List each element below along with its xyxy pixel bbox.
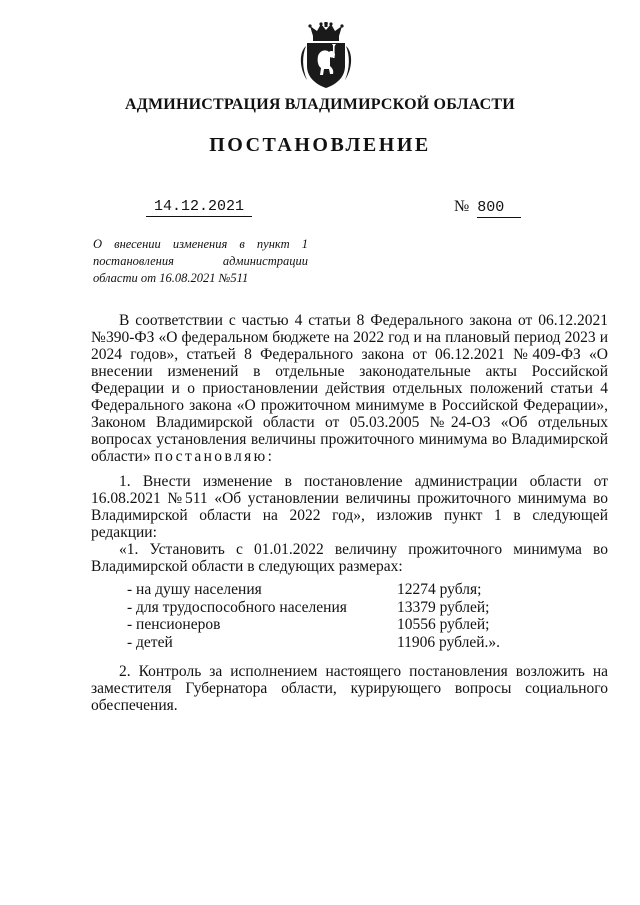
rate-value: 12274 рубля;	[397, 581, 482, 598]
rate-value: 10556 рублей;	[397, 616, 490, 633]
item-1-quote: «1. Установить с 01.01.2022 величину прожиточного минимума во Владимирской области в следующих размерах:	[91, 541, 608, 575]
item-1-paragraph: 1. Внести изменение в постановление администрации области от 16.08.2021 №511 «Об установлении величины прожиточного минимума во Владимирской области на 2022 год», изложив пункт 1 в следующей редакции:	[91, 473, 608, 541]
document-date: 14.12.2021	[146, 198, 252, 217]
document-body	[91, 312, 608, 714]
number-sign: №	[454, 198, 470, 215]
rate-label: - на душу населения	[127, 581, 262, 598]
rate-row	[127, 599, 597, 617]
rate-row	[127, 616, 597, 634]
document-number	[454, 198, 521, 218]
rate-label: - детей	[127, 633, 173, 651]
rate-row	[127, 634, 597, 652]
rate-value: 11906 рублей.».	[397, 633, 501, 651]
rate-label: - для трудоспособного населения	[127, 598, 347, 616]
preamble-paragraph	[91, 312, 608, 465]
preamble-text: В соответствии с частью 4 статьи 8 Федерального закона от 06.12.2021 №390-ФЗ «О федеральном бюджете на 2022 год и на плановый период 2023 и 2024 годов», статьей 8 Федерального закона от 06.12.2021 №409-ФЗ «О внесении изменений в отдельные законодательные акты Российской Федерации и о приостановлении действия отдельных положений статьи 4 Федерального закона «О прожиточном минимуме в Российской Федерации», Законом Владимирской области от 05.03.2005 №24-ОЗ «Об отдельных вопросах установления величины прожиточного минимума во Владимирской области»	[91, 312, 608, 465]
document-type: ПОСТАНОВЛЕНИЕ	[209, 134, 431, 156]
organization-title: АДМИНИСТРАЦИЯ ВЛАДИМИРСКОЙ ОБЛАСТИ	[125, 96, 515, 113]
item-2-paragraph: 2. Контроль за исполнением настоящего постановления возложить на заместителя Губернатора области, курирующего вопросы социального обеспечения.	[91, 663, 608, 714]
rate-row	[127, 581, 597, 599]
rate-value: 13379 рублей;	[397, 598, 490, 616]
rate-label: - пенсионеров	[127, 616, 221, 633]
coat-of-arms-icon	[296, 22, 356, 90]
document-subject: О внесении изменения в пункт 1 постановления администрации области от 16.08.2021 №511	[93, 237, 308, 285]
subsistence-rates	[127, 581, 597, 651]
number-value: 800	[477, 199, 521, 218]
resolve-word: постановляю:	[154, 448, 275, 465]
